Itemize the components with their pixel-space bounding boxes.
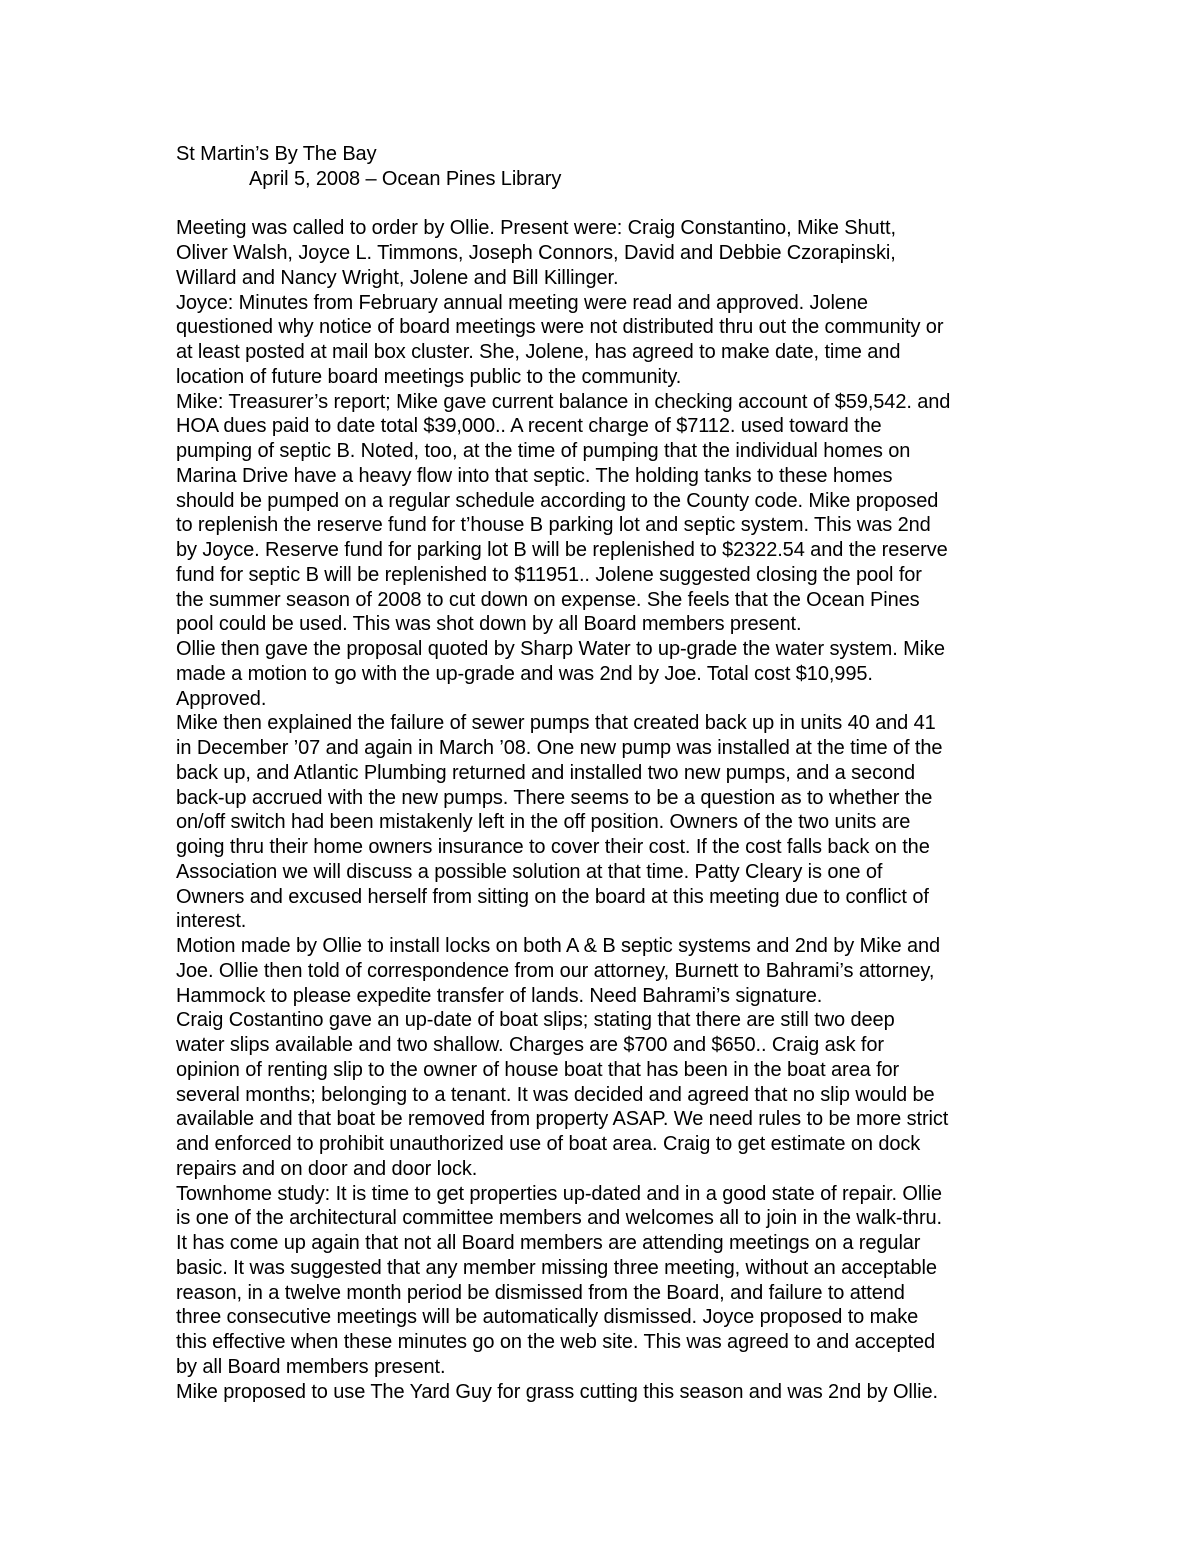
text-line: pumping of septic B. Noted, too, at the time of pumping that the individual homes on (176, 440, 911, 462)
text-line: Motion made by Ollie to install locks on both A & B septic systems and 2nd by Mike and (176, 935, 941, 957)
meeting-minutes-page (176, 142, 1036, 1404)
text-line: should be pumped on a regular schedule according to the County code. Mike proposed (176, 489, 939, 512)
text-line: Mike proposed to use The Yard Guy for grass cutting this season and was 2nd by Ollie. (176, 1380, 938, 1403)
text-line: made a motion to go with the up-grade and was 2nd by Joe. Total cost $10,995. (176, 662, 873, 685)
text-line: available and that boat be removed from property ASAP. We need rules to be more strict (176, 1108, 949, 1131)
text-line: Meeting was called to order by Ollie. Present were: Craig Constantino, Mike Shutt, (176, 217, 896, 240)
text-line: Craig Costantino gave an up-date of boat slips; stating that there are still two deep (176, 1009, 895, 1032)
text-line: repairs and on door and door lock. (176, 1157, 478, 1180)
text-line: several months; belonging to a tenant. It was decided and agreed that no slip would be (176, 1083, 935, 1106)
text-line: Joe. Ollie then told of correspondence from our attorney, Burnett to Bahrami’s attorney, (176, 959, 935, 982)
text-line: three consecutive meetings will be automatically dismissed. Joyce proposed to make (176, 1306, 919, 1329)
text-line: by Joyce. Reserve fund for parking lot B will be replenished to $2322.54 and the reserve (176, 539, 948, 561)
text-line: Approved. (176, 687, 267, 710)
text-line: back-up accrued with the new pumps. There seems to be a question as to whether the (176, 786, 933, 809)
text-line: Owners and excused herself from sitting on the board at this meeting due to conflict of (176, 885, 929, 908)
meeting-date-location: April 5, 2008 – Ocean Pines Library (249, 167, 562, 190)
text-line: Ollie then gave the proposal quoted by Sharp Water to up-grade the water system. Mike (176, 638, 945, 660)
header-spacer (176, 192, 1036, 217)
text-line: by all Board members present. (176, 1355, 446, 1378)
minutes-body (176, 216, 1036, 1404)
document-title: St Martin’s By The Bay (176, 143, 377, 165)
text-line: Association we will discuss a possible solution at that time. Patty Cleary is one of (176, 860, 883, 883)
text-line: Oliver Walsh, Joyce L. Timmons, Joseph Connors, David and Debbie Czorapinski, (176, 242, 896, 264)
text-line: interest. (176, 910, 247, 933)
text-line: is one of the architectural committee members and welcomes all to join in the walk-thru. (176, 1207, 942, 1230)
text-line: going thru their home owners insurance to cover their cost. If the cost falls back on the (176, 836, 930, 858)
text-line: to replenish the reserve fund for t’house B parking lot and septic system. This was 2nd (176, 514, 931, 537)
text-line: questioned why notice of board meetings were not distributed thru out the community or (176, 316, 944, 339)
text-line: back up, and Atlantic Plumbing returned and installed two new pumps, and a second (176, 761, 916, 784)
text-line: reason, in a twelve month period be dismissed from the Board, and failure to attend (176, 1281, 905, 1304)
text-line: and enforced to prohibit unauthorized use of boat area. Craig to get estimate on dock (176, 1133, 921, 1155)
text-line: on/off switch had been mistakenly left in the off position. Owners of the two units are (176, 811, 911, 834)
text-line: Willard and Nancy Wright, Jolene and Bill Killinger. (176, 266, 619, 289)
text-line: HOA dues paid to date total $39,000.. A recent charge of $7112. used toward the (176, 415, 882, 438)
text-line: It has come up again that not all Board members are attending meetings on a regular (176, 1232, 921, 1254)
text-line: Hammock to please expedite transfer of lands. Need Bahrami’s signature. (176, 984, 823, 1007)
text-line: Mike: Treasurer’s report; Mike gave current balance in checking account of $59,542. and (176, 390, 951, 413)
text-line: Mike then explained the failure of sewer pumps that created back up in units 40 and 41 (176, 712, 936, 735)
text-line: pool could be used. This was shot down by all Board members present. (176, 613, 802, 636)
text-line: water slips available and two shallow. Charges are $700 and $650.. Craig ask for (176, 1034, 884, 1056)
text-line: basic. It was suggested that any member missing three meeting, without an acceptable (176, 1256, 937, 1279)
text-line: Marina Drive have a heavy flow into that septic. The holding tanks to these homes (176, 464, 893, 487)
text-line: the summer season of 2008 to cut down on expense. She feels that the Ocean Pines (176, 588, 920, 611)
text-line: location of future board meetings public to the community. (176, 365, 682, 388)
text-line: Townhome study: It is time to get properties up-dated and in a good state of repair. Ollie (176, 1182, 942, 1205)
text-line: at least posted at mail box cluster. She, Jolene, has agreed to make date, time and (176, 341, 901, 363)
text-line: fund for septic B will be replenished to $11951.. Jolene suggested closing the pool for (176, 563, 922, 586)
text-line: in December ’07 and again in March ’08. One new pump was installed at the time of the (176, 737, 943, 759)
text-line: Joyce: Minutes from February annual meeting were read and approved. Jolene (176, 291, 868, 314)
text-line: this effective when these minutes go on the web site. This was agreed to and accepted (176, 1331, 936, 1353)
text-line: opinion of renting slip to the owner of house boat that has been in the boat area for (176, 1058, 900, 1081)
